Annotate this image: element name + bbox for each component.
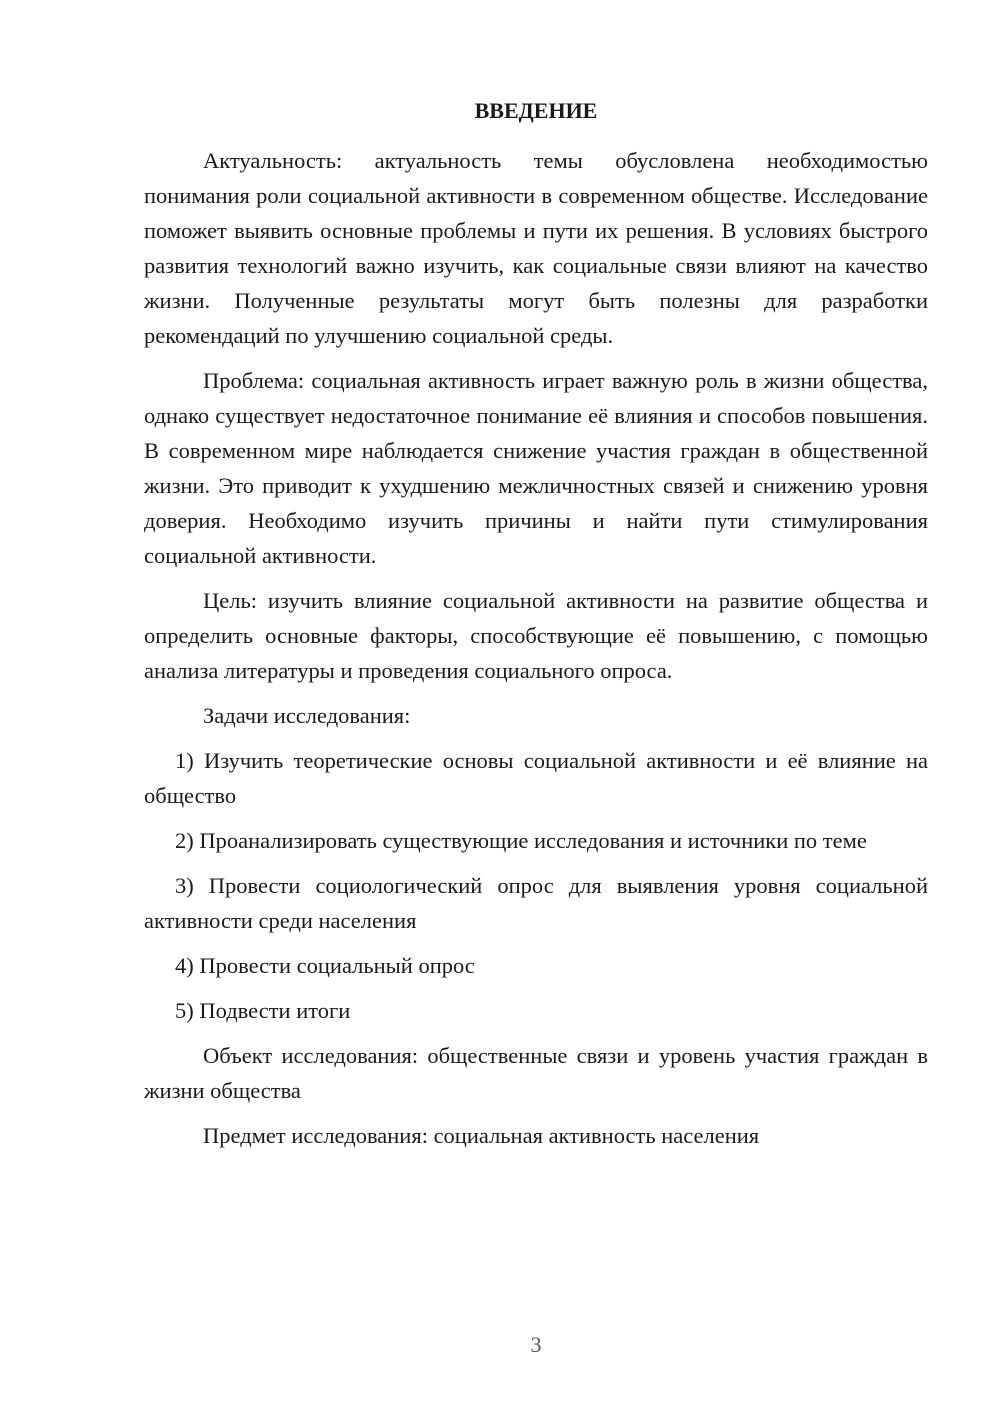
paragraph-problem: Проблема: социальная активность играет важную роль в жизни общества, однако существует недостаточное понимание её влияния и способов повышения. В современном мире наблюдается снижение участия граждан в общественной жизни. Это приводит к ухудшению межличностных связей и снижению уровня доверия. Необходимо изучить причины и найти пути стимулирования социальной активности. [144,368,928,568]
list-item: 2) Проанализировать существующие исследования и источники по теме [175,828,867,853]
paragraph-object: Объект исследования: общественные связи и уровень участия граждан в жизни общества [144,1043,928,1103]
list-item: 1) Изучить теоретические основы социальной активности и её влияние на общество [144,748,928,808]
page-number: 3 [530,1332,542,1357]
list-item: 5) Подвести итоги [175,998,351,1023]
paragraph-goal: Цель: изучить влияние социальной активности на развитие общества и определить основные факторы, способствующие её повышению, с помощью анализа литературы и проведения социального опроса. [144,588,928,683]
paragraph-subject: Предмет исследования: социальная активность населения [203,1123,760,1148]
paragraph-tasks-intro: Задачи исследования: [203,703,411,728]
paragraph-relevance: Актуальность: актуальность темы обусловлена необходимостью понимания роли социальной активности в современном обществе. Исследование поможет выявить основные проблемы и пути их решения. В условиях быстрого развития технологий важно изучить, как социальные связи влияют на качество жизни. Полученные результаты могут быть полезны для разработки рекомендаций по улучшению социальной среды. [144,148,928,348]
list-item: 4) Провести социальный опрос [175,953,475,978]
section-heading: ВВЕДЕНИЕ [474,98,598,123]
list-item: 3) Провести социологический опрос для выявления уровня социальной активности среди населения [144,873,928,933]
page-content [144,93,928,1153]
